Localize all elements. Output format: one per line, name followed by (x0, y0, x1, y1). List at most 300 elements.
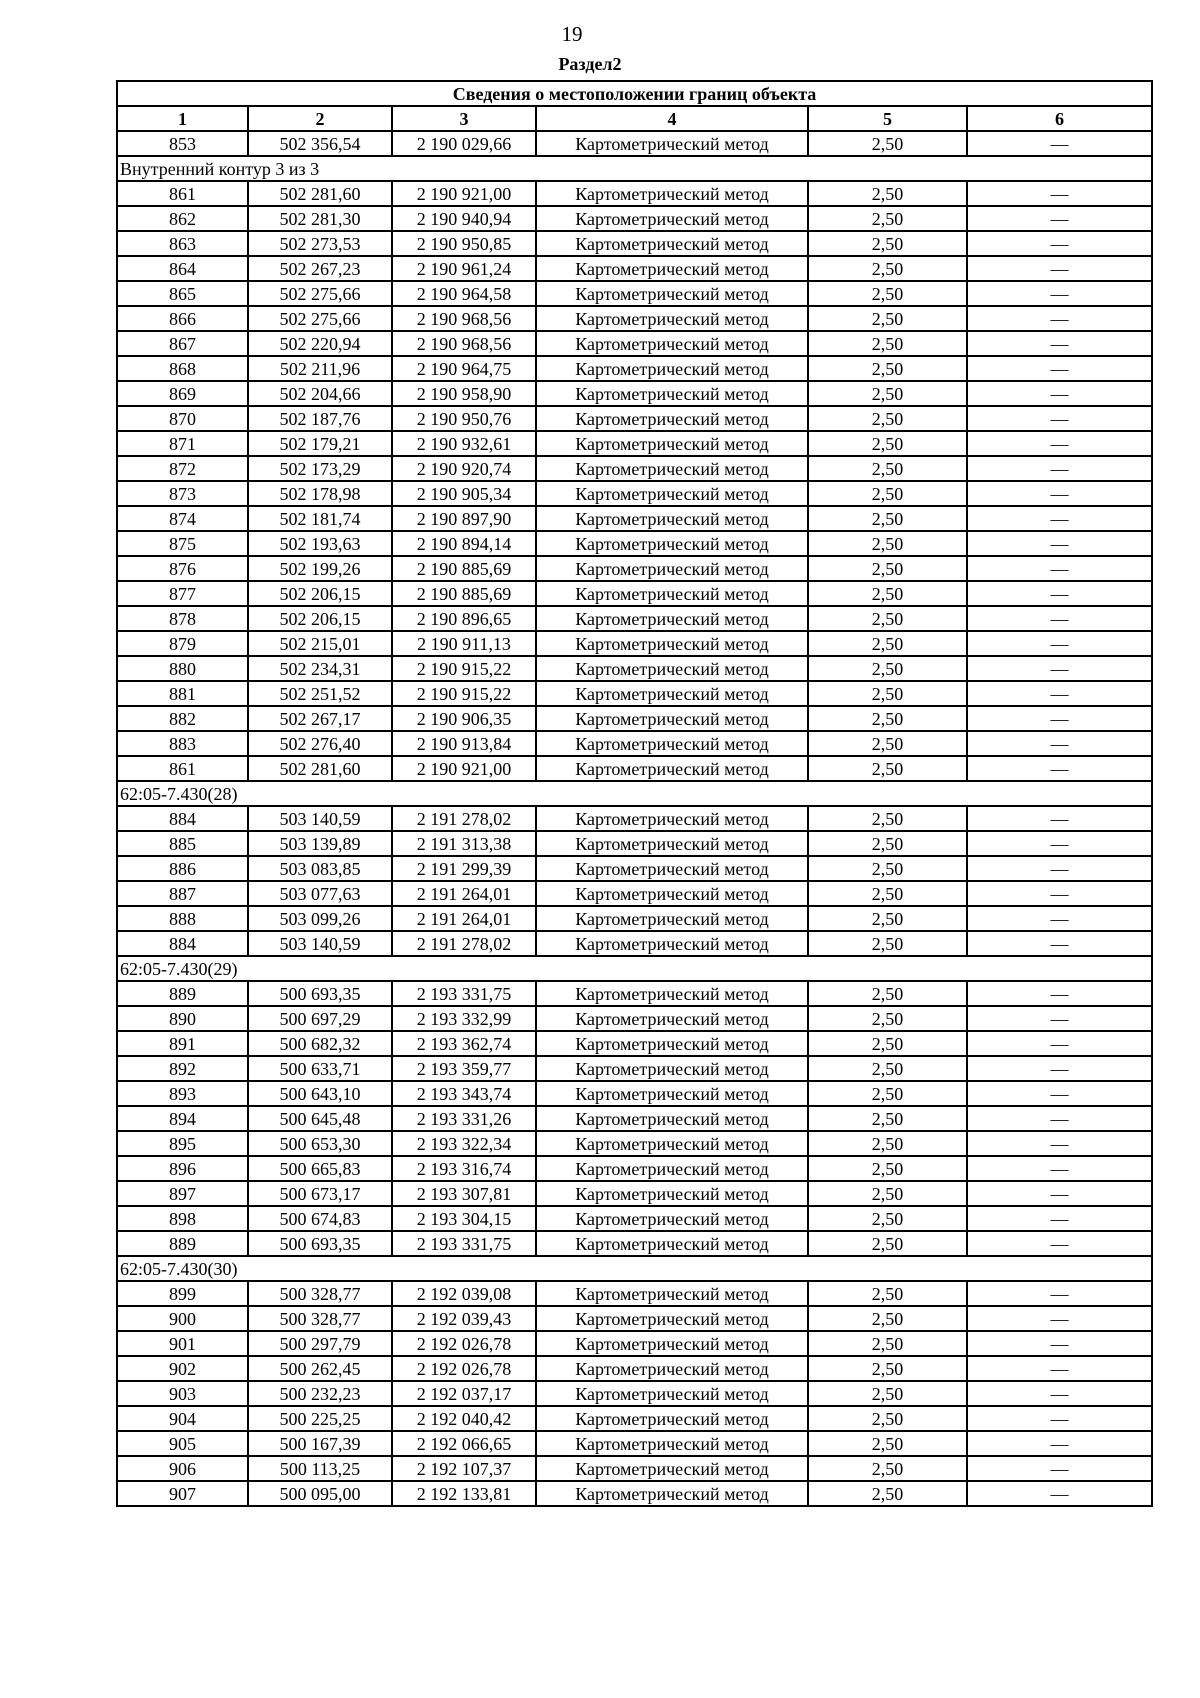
accuracy-cell: 2,50 (808, 706, 967, 731)
method-cell: Картометрический метод (536, 1356, 808, 1381)
y-coordinate-cell: 2 193 331,26 (392, 1106, 536, 1131)
table-row (117, 1231, 1152, 1256)
x-coordinate-cell: 502 193,63 (248, 531, 392, 556)
table-row (117, 1456, 1152, 1481)
table-row (117, 481, 1152, 506)
accuracy-cell: 2,50 (808, 1281, 967, 1306)
table-row (117, 331, 1152, 356)
accuracy-cell: 2,50 (808, 1356, 967, 1381)
method-cell: Картометрический метод (536, 1331, 808, 1356)
accuracy-cell: 2,50 (808, 406, 967, 431)
accuracy-cell: 2,50 (808, 631, 967, 656)
method-cell: Картометрический метод (536, 281, 808, 306)
boundary-table (116, 80, 1153, 1507)
x-coordinate-cell: 500 643,10 (248, 1081, 392, 1106)
contour-label: 62:05-7.430(28) (117, 781, 1152, 806)
table-row (117, 1156, 1152, 1181)
point-number-cell: 867 (117, 331, 248, 356)
y-coordinate-cell: 2 192 039,43 (392, 1306, 536, 1331)
table-row (117, 756, 1152, 781)
accuracy-cell: 2,50 (808, 1331, 967, 1356)
method-cell: Картометрический метод (536, 506, 808, 531)
x-coordinate-cell: 502 173,29 (248, 456, 392, 481)
table-row (117, 981, 1152, 1006)
description-cell: — (967, 806, 1152, 831)
x-coordinate-cell: 500 297,79 (248, 1331, 392, 1356)
y-coordinate-cell: 2 193 362,74 (392, 1031, 536, 1056)
x-coordinate-cell: 503 140,59 (248, 806, 392, 831)
point-number-cell: 896 (117, 1156, 248, 1181)
method-cell: Картометрический метод (536, 481, 808, 506)
accuracy-cell: 2,50 (808, 1131, 967, 1156)
column-header-row (117, 106, 1152, 131)
accuracy-cell: 2,50 (808, 181, 967, 206)
description-cell: — (967, 1131, 1152, 1156)
method-cell: Картометрический метод (536, 1281, 808, 1306)
accuracy-cell: 2,50 (808, 531, 967, 556)
table-row (117, 206, 1152, 231)
x-coordinate-cell: 502 234,31 (248, 656, 392, 681)
x-coordinate-cell: 502 276,40 (248, 731, 392, 756)
column-header: 1 (117, 106, 248, 131)
x-coordinate-cell: 502 275,66 (248, 306, 392, 331)
point-number-cell: 897 (117, 1181, 248, 1206)
x-coordinate-cell: 502 206,15 (248, 606, 392, 631)
y-coordinate-cell: 2 193 331,75 (392, 1231, 536, 1256)
x-coordinate-cell: 502 206,15 (248, 581, 392, 606)
point-number-cell: 870 (117, 406, 248, 431)
x-coordinate-cell: 500 645,48 (248, 1106, 392, 1131)
method-cell: Картометрический метод (536, 306, 808, 331)
accuracy-cell: 2,50 (808, 1231, 967, 1256)
point-number-cell: 894 (117, 1106, 248, 1131)
table-row (117, 281, 1152, 306)
accuracy-cell: 2,50 (808, 331, 967, 356)
point-number-cell: 899 (117, 1281, 248, 1306)
y-coordinate-cell: 2 190 885,69 (392, 556, 536, 581)
x-coordinate-cell: 502 179,21 (248, 431, 392, 456)
description-cell: — (967, 706, 1152, 731)
x-coordinate-cell: 500 262,45 (248, 1356, 392, 1381)
accuracy-cell: 2,50 (808, 656, 967, 681)
point-number-cell: 898 (117, 1206, 248, 1231)
method-cell: Картометрический метод (536, 456, 808, 481)
y-coordinate-cell: 2 190 968,56 (392, 331, 536, 356)
x-coordinate-cell: 500 328,77 (248, 1306, 392, 1331)
description-cell: — (967, 981, 1152, 1006)
y-coordinate-cell: 2 192 040,42 (392, 1406, 536, 1431)
method-cell: Картометрический метод (536, 356, 808, 381)
method-cell: Картометрический метод (536, 806, 808, 831)
x-coordinate-cell: 502 267,23 (248, 256, 392, 281)
accuracy-cell: 2,50 (808, 606, 967, 631)
table-row (117, 456, 1152, 481)
table-title-row (117, 81, 1152, 106)
table-row (117, 1131, 1152, 1156)
x-coordinate-cell: 502 220,94 (248, 331, 392, 356)
description-cell: — (967, 506, 1152, 531)
method-cell: Картометрический метод (536, 1056, 808, 1081)
table-row (117, 1381, 1152, 1406)
table-row (117, 931, 1152, 956)
description-cell: — (967, 1481, 1152, 1506)
y-coordinate-cell: 2 190 915,22 (392, 681, 536, 706)
point-number-cell: 871 (117, 431, 248, 456)
method-cell: Картометрический метод (536, 206, 808, 231)
y-coordinate-cell: 2 193 332,99 (392, 1006, 536, 1031)
point-number-cell: 892 (117, 1056, 248, 1081)
accuracy-cell: 2,50 (808, 456, 967, 481)
x-coordinate-cell: 502 211,96 (248, 356, 392, 381)
table-row (117, 356, 1152, 381)
description-cell: — (967, 206, 1152, 231)
x-coordinate-cell: 502 215,01 (248, 631, 392, 656)
table-row (117, 1081, 1152, 1106)
point-number-cell: 866 (117, 306, 248, 331)
y-coordinate-cell: 2 190 885,69 (392, 581, 536, 606)
accuracy-cell: 2,50 (808, 231, 967, 256)
accuracy-cell: 2,50 (808, 506, 967, 531)
description-cell: — (967, 381, 1152, 406)
table-row (117, 656, 1152, 681)
accuracy-cell: 2,50 (808, 1456, 967, 1481)
description-cell: — (967, 406, 1152, 431)
accuracy-cell: 2,50 (808, 1406, 967, 1431)
accuracy-cell: 2,50 (808, 681, 967, 706)
point-number-cell: 874 (117, 506, 248, 531)
point-number-cell: 884 (117, 931, 248, 956)
table-row (117, 681, 1152, 706)
method-cell: Картометрический метод (536, 581, 808, 606)
point-number-cell: 878 (117, 606, 248, 631)
point-number-cell: 884 (117, 806, 248, 831)
point-number-cell: 901 (117, 1331, 248, 1356)
y-coordinate-cell: 2 190 894,14 (392, 531, 536, 556)
method-cell: Картометрический метод (536, 1131, 808, 1156)
table-row (117, 1031, 1152, 1056)
x-coordinate-cell: 500 095,00 (248, 1481, 392, 1506)
x-coordinate-cell: 502 204,66 (248, 381, 392, 406)
contour-group-row (117, 956, 1152, 981)
description-cell: — (967, 1156, 1152, 1181)
y-coordinate-cell: 2 192 039,08 (392, 1281, 536, 1306)
x-coordinate-cell: 503 139,89 (248, 831, 392, 856)
x-coordinate-cell: 500 232,23 (248, 1381, 392, 1406)
contour-label: Внутренний контур 3 из 3 (117, 156, 1152, 181)
description-cell: — (967, 1206, 1152, 1231)
method-cell: Картометрический метод (536, 906, 808, 931)
point-number-cell: 873 (117, 481, 248, 506)
table-row (117, 581, 1152, 606)
method-cell: Картометрический метод (536, 1456, 808, 1481)
point-number-cell: 863 (117, 231, 248, 256)
x-coordinate-cell: 500 225,25 (248, 1406, 392, 1431)
x-coordinate-cell: 502 273,53 (248, 231, 392, 256)
point-number-cell: 881 (117, 681, 248, 706)
description-cell: — (967, 631, 1152, 656)
x-coordinate-cell: 502 281,30 (248, 206, 392, 231)
point-number-cell: 902 (117, 1356, 248, 1381)
description-cell: — (967, 1406, 1152, 1431)
description-cell: — (967, 881, 1152, 906)
table-row (117, 431, 1152, 456)
y-coordinate-cell: 2 193 343,74 (392, 1081, 536, 1106)
accuracy-cell: 2,50 (808, 356, 967, 381)
method-cell: Картометрический метод (536, 1481, 808, 1506)
method-cell: Картометрический метод (536, 1006, 808, 1031)
y-coordinate-cell: 2 190 921,00 (392, 756, 536, 781)
y-coordinate-cell: 2 190 921,00 (392, 181, 536, 206)
point-number-cell: 906 (117, 1456, 248, 1481)
accuracy-cell: 2,50 (808, 1056, 967, 1081)
point-number-cell: 893 (117, 1081, 248, 1106)
method-cell: Картометрический метод (536, 731, 808, 756)
method-cell: Картометрический метод (536, 331, 808, 356)
accuracy-cell: 2,50 (808, 981, 967, 1006)
description-cell: — (967, 931, 1152, 956)
accuracy-cell: 2,50 (808, 581, 967, 606)
description-cell: — (967, 431, 1152, 456)
y-coordinate-cell: 2 191 313,38 (392, 831, 536, 856)
table-row (117, 306, 1152, 331)
accuracy-cell: 2,50 (808, 1481, 967, 1506)
accuracy-cell: 2,50 (808, 431, 967, 456)
point-number-cell: 861 (117, 756, 248, 781)
y-coordinate-cell: 2 190 911,13 (392, 631, 536, 656)
method-cell: Картометрический метод (536, 881, 808, 906)
accuracy-cell: 2,50 (808, 481, 967, 506)
description-cell: — (967, 1031, 1152, 1056)
y-coordinate-cell: 2 192 037,17 (392, 1381, 536, 1406)
table-row (117, 181, 1152, 206)
description-cell: — (967, 131, 1152, 156)
x-coordinate-cell: 500 673,17 (248, 1181, 392, 1206)
point-number-cell: 862 (117, 206, 248, 231)
description-cell: — (967, 1356, 1152, 1381)
method-cell: Картометрический метод (536, 1381, 808, 1406)
method-cell: Картометрический метод (536, 406, 808, 431)
point-number-cell: 889 (117, 1231, 248, 1256)
point-number-cell: 880 (117, 656, 248, 681)
accuracy-cell: 2,50 (808, 881, 967, 906)
y-coordinate-cell: 2 191 299,39 (392, 856, 536, 881)
description-cell: — (967, 1456, 1152, 1481)
method-cell: Картометрический метод (536, 1231, 808, 1256)
x-coordinate-cell: 500 697,29 (248, 1006, 392, 1031)
description-cell: — (967, 731, 1152, 756)
y-coordinate-cell: 2 193 322,34 (392, 1131, 536, 1156)
description-cell: — (967, 581, 1152, 606)
description-cell: — (967, 256, 1152, 281)
description-cell: — (967, 681, 1152, 706)
y-coordinate-cell: 2 191 264,01 (392, 906, 536, 931)
y-coordinate-cell: 2 190 905,34 (392, 481, 536, 506)
table-row (117, 131, 1152, 156)
accuracy-cell: 2,50 (808, 731, 967, 756)
contour-label: 62:05-7.430(30) (117, 1256, 1152, 1281)
description-cell: — (967, 906, 1152, 931)
accuracy-cell: 2,50 (808, 756, 967, 781)
table-body (117, 131, 1152, 1506)
table-row (117, 1056, 1152, 1081)
method-cell: Картометрический метод (536, 931, 808, 956)
accuracy-cell: 2,50 (808, 556, 967, 581)
y-coordinate-cell: 2 190 950,85 (392, 231, 536, 256)
table-row (117, 1331, 1152, 1356)
point-number-cell: 895 (117, 1131, 248, 1156)
point-number-cell: 904 (117, 1406, 248, 1431)
accuracy-cell: 2,50 (808, 856, 967, 881)
point-number-cell: 869 (117, 381, 248, 406)
description-cell: — (967, 356, 1152, 381)
point-number-cell: 879 (117, 631, 248, 656)
x-coordinate-cell: 500 633,71 (248, 1056, 392, 1081)
table-row (117, 1431, 1152, 1456)
description-cell: — (967, 1381, 1152, 1406)
point-number-cell: 853 (117, 131, 248, 156)
y-coordinate-cell: 2 192 026,78 (392, 1331, 536, 1356)
accuracy-cell: 2,50 (808, 806, 967, 831)
point-number-cell: 872 (117, 456, 248, 481)
point-number-cell: 907 (117, 1481, 248, 1506)
table-title: Сведения о местоположении границ объекта (117, 81, 1152, 106)
description-cell: — (967, 306, 1152, 331)
description-cell: — (967, 756, 1152, 781)
column-header: 4 (536, 106, 808, 131)
x-coordinate-cell: 500 665,83 (248, 1156, 392, 1181)
description-cell: — (967, 456, 1152, 481)
description-cell: — (967, 1056, 1152, 1081)
method-cell: Картометрический метод (536, 1106, 808, 1131)
contour-group-row (117, 781, 1152, 806)
table-row (117, 381, 1152, 406)
y-coordinate-cell: 2 190 964,75 (392, 356, 536, 381)
point-number-cell: 877 (117, 581, 248, 606)
y-coordinate-cell: 2 190 932,61 (392, 431, 536, 456)
table-row (117, 1406, 1152, 1431)
method-cell: Картометрический метод (536, 831, 808, 856)
table-row (117, 506, 1152, 531)
table-row (117, 1181, 1152, 1206)
table-row (117, 231, 1152, 256)
accuracy-cell: 2,50 (808, 1306, 967, 1331)
y-coordinate-cell: 2 193 331,75 (392, 981, 536, 1006)
method-cell: Картометрический метод (536, 981, 808, 1006)
method-cell: Картометрический метод (536, 606, 808, 631)
description-cell: — (967, 481, 1152, 506)
accuracy-cell: 2,50 (808, 1381, 967, 1406)
accuracy-cell: 2,50 (808, 206, 967, 231)
x-coordinate-cell: 500 693,35 (248, 981, 392, 1006)
x-coordinate-cell: 500 653,30 (248, 1131, 392, 1156)
method-cell: Картометрический метод (536, 1431, 808, 1456)
x-coordinate-cell: 502 281,60 (248, 756, 392, 781)
accuracy-cell: 2,50 (808, 1156, 967, 1181)
accuracy-cell: 2,50 (808, 1181, 967, 1206)
accuracy-cell: 2,50 (808, 381, 967, 406)
description-cell: — (967, 1081, 1152, 1106)
point-number-cell: 889 (117, 981, 248, 1006)
method-cell: Картометрический метод (536, 1206, 808, 1231)
table-row (117, 831, 1152, 856)
point-number-cell: 903 (117, 1381, 248, 1406)
y-coordinate-cell: 2 190 940,94 (392, 206, 536, 231)
method-cell: Картометрический метод (536, 256, 808, 281)
y-coordinate-cell: 2 190 897,90 (392, 506, 536, 531)
table-row (117, 806, 1152, 831)
accuracy-cell: 2,50 (808, 131, 967, 156)
table-row (117, 556, 1152, 581)
method-cell: Картометрический метод (536, 656, 808, 681)
method-cell: Картометрический метод (536, 856, 808, 881)
point-number-cell: 886 (117, 856, 248, 881)
column-header: 3 (392, 106, 536, 131)
x-coordinate-cell: 500 693,35 (248, 1231, 392, 1256)
y-coordinate-cell: 2 190 913,84 (392, 731, 536, 756)
description-cell: — (967, 831, 1152, 856)
description-cell: — (967, 1331, 1152, 1356)
table-row (117, 631, 1152, 656)
column-header: 5 (808, 106, 967, 131)
description-cell: — (967, 856, 1152, 881)
y-coordinate-cell: 2 190 958,90 (392, 381, 536, 406)
description-cell: — (967, 1231, 1152, 1256)
accuracy-cell: 2,50 (808, 1081, 967, 1106)
y-coordinate-cell: 2 191 264,01 (392, 881, 536, 906)
method-cell: Картометрический метод (536, 1156, 808, 1181)
description-cell: — (967, 606, 1152, 631)
x-coordinate-cell: 500 167,39 (248, 1431, 392, 1456)
accuracy-cell: 2,50 (808, 831, 967, 856)
accuracy-cell: 2,50 (808, 1106, 967, 1131)
method-cell: Картометрический метод (536, 1306, 808, 1331)
accuracy-cell: 2,50 (808, 1206, 967, 1231)
table-row (117, 1281, 1152, 1306)
y-coordinate-cell: 2 190 920,74 (392, 456, 536, 481)
y-coordinate-cell: 2 190 950,76 (392, 406, 536, 431)
description-cell: — (967, 531, 1152, 556)
table-row (117, 1306, 1152, 1331)
point-number-cell: 875 (117, 531, 248, 556)
table-row (117, 1006, 1152, 1031)
x-coordinate-cell: 502 251,52 (248, 681, 392, 706)
page-number: 19 (561, 22, 583, 46)
accuracy-cell: 2,50 (808, 1006, 967, 1031)
x-coordinate-cell: 500 328,77 (248, 1281, 392, 1306)
point-number-cell: 882 (117, 706, 248, 731)
y-coordinate-cell: 2 190 915,22 (392, 656, 536, 681)
y-coordinate-cell: 2 190 968,56 (392, 306, 536, 331)
table-row (117, 856, 1152, 881)
table-row (117, 1106, 1152, 1131)
point-number-cell: 905 (117, 1431, 248, 1456)
y-coordinate-cell: 2 191 278,02 (392, 806, 536, 831)
column-header: 6 (967, 106, 1152, 131)
table-row (117, 531, 1152, 556)
accuracy-cell: 2,50 (808, 256, 967, 281)
point-number-cell: 887 (117, 881, 248, 906)
contour-group-row (117, 1256, 1152, 1281)
method-cell: Картометрический метод (536, 531, 808, 556)
method-cell: Картометрический метод (536, 706, 808, 731)
method-cell: Картометрический метод (536, 1406, 808, 1431)
y-coordinate-cell: 2 190 961,24 (392, 256, 536, 281)
table-row (117, 906, 1152, 931)
column-header: 2 (248, 106, 392, 131)
accuracy-cell: 2,50 (808, 1431, 967, 1456)
x-coordinate-cell: 502 178,98 (248, 481, 392, 506)
method-cell: Картометрический метод (536, 756, 808, 781)
